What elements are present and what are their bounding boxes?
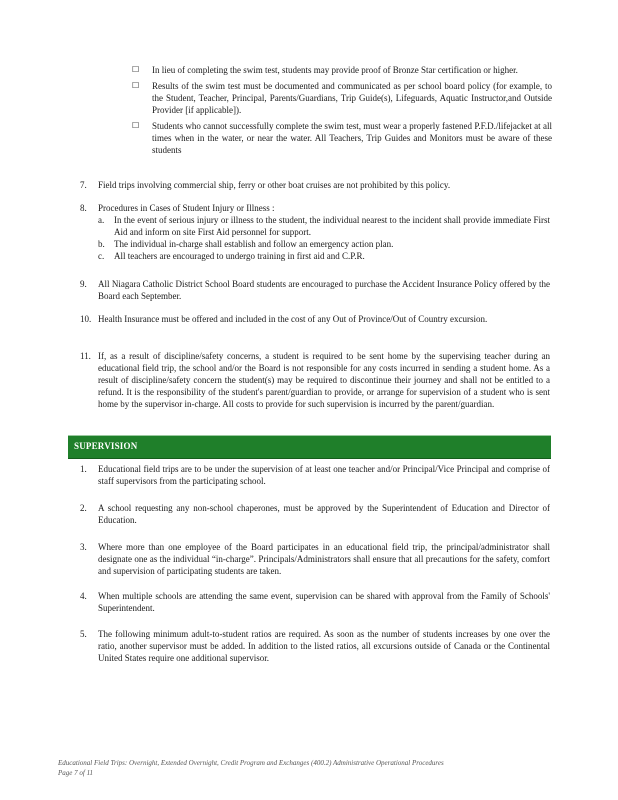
item-number: 4. [80, 591, 87, 601]
supervision-item-3 [80, 541, 550, 577]
item-text: Health Insurance must be offered and included in the cost of any Out of Province/Out of Country excursion. [98, 314, 488, 324]
item-number: 7. [80, 180, 87, 190]
item-text: Where more than one employee of the Board participates in an educational field trip, the principal/administrator shall designate one as the individual “in-charge”. Principals/Administrators shall ensure that all precautions for the safety, comfort and supervision of participating students are taken. [98, 542, 550, 576]
page-footer [58, 758, 558, 778]
list-item-11 [80, 350, 550, 410]
list-item-9 [80, 278, 550, 302]
checkbox-bullet-icon: ☐ [132, 65, 140, 74]
item-text: When multiple schools are attending the same event, supervision can be shared with approval from the Family of Schools' Superintendent. [98, 591, 550, 613]
bullet-text: Students who cannot successfully complete the swim test, must wear a properly fastened P.F.D./lifejacket at all times when in the water, or near the water. All Teachers, Trip Guides and Monitors must be aware of these students [152, 121, 552, 155]
bullet-item [132, 64, 552, 76]
supervision-item-5 [80, 628, 550, 664]
item-text: All Niagara Catholic District School Board students are encouraged to purchase the Accident Insurance Policy offered by the Board each September. [98, 279, 550, 301]
bullet-item [132, 120, 552, 156]
item-number: 11. [80, 351, 91, 361]
item-number: 3. [80, 542, 87, 552]
sub-item-text: All teachers are encouraged to undergo training in first aid and C.P.R. [114, 251, 365, 261]
item-number: 1. [80, 464, 87, 474]
list-item-10 [80, 313, 550, 325]
item-text: Field trips involving commercial ship, ferry or other boat cruises are not prohibited by this policy. [98, 180, 451, 190]
sub-item-letter: b. [98, 239, 105, 249]
item-text: If, as a result of discipline/safety concerns, a student is required to be sent home by the supervising teacher during an educational field trip, the school and/or the Board is not responsible for any costs incurred in sending a student home. As a result of discipline/safety concern the student(s) may be required to discontinue their journey and shall not be entitled to a refund. It is the responsibility of the student's parent/guardian to provide, or arrange for supervision of a student who is sent home by the supervisor in-charge. All costs to provide for such supervision is incurred by the parent/guardian. [98, 351, 550, 409]
section-header-banner [68, 435, 551, 459]
sub-item-c [80, 250, 550, 262]
footer-page-number: Page 7 of 11 [58, 769, 94, 777]
list-item-8 [80, 202, 550, 262]
sub-item-text: In the event of serious injury or illness to the student, the individual nearest to the incident shall provide immediate First Aid and inform on site First Aid personnel for support. [114, 215, 550, 237]
bullet-item [132, 80, 552, 116]
bullet-text: Results of the swim test must be documented and communicated as per school board policy (for example, to the Student, Teacher, Principal, Parents/Guardians, Trip Guide(s), Lifeguards, Aquatic Instructor,and Outside Provider [if applicable]). [152, 81, 552, 115]
sub-item-a [80, 214, 550, 238]
checkbox-bullet-icon: ☐ [132, 121, 140, 130]
swim-test-bullet-list [132, 64, 552, 160]
item-number: 2. [80, 503, 87, 513]
item-text: A school requesting any non-school chaperones, must be approved by the Superintendent of Education and Director of Education. [98, 503, 550, 525]
supervision-item-2 [80, 502, 550, 526]
supervision-item-4 [80, 590, 550, 614]
section-title: SUPERVISION [74, 441, 138, 451]
sub-item-letter: c. [98, 251, 105, 261]
item-number: 10. [80, 314, 92, 324]
bullet-text: In lieu of completing the swim test, students may provide proof of Bronze Star certification or higher. [152, 65, 518, 75]
sub-item-text: The individual in-charge shall establish and follow an emergency action plan. [114, 239, 394, 249]
item-number: 9. [80, 279, 87, 289]
sub-item-letter: a. [98, 215, 105, 225]
footer-document-title: Educational Field Trips: Overnight, Extended Overnight, Credit Program and Exchanges (400.2) Administrative Operational Procedures [58, 759, 444, 767]
item-text: Procedures in Cases of Student Injury or Illness : [98, 203, 275, 213]
item-number: 8. [80, 203, 87, 213]
item-text: Educational field trips are to be under the supervision of at least one teacher and/or Principal/Vice Principal and comprise of staff supervisors from the participating school. [98, 464, 550, 486]
item-number: 5. [80, 629, 87, 639]
item-text: The following minimum adult-to-student ratios are required. As soon as the number of students increases by one over the ratio, another supervisor must be added. In addition to the listed ratios, all excursions outside of Canada or the Continental United States require one additional supervisor. [98, 629, 550, 663]
list-item-7 [80, 179, 550, 191]
supervision-item-1 [80, 463, 550, 487]
checkbox-bullet-icon: ☐ [132, 81, 140, 90]
sub-item-b [80, 238, 550, 250]
